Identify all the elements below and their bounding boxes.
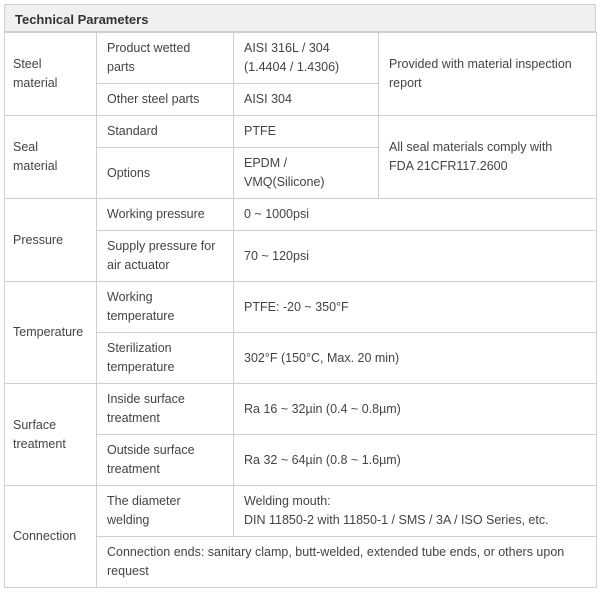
param-label: Sterilization temperature <box>97 333 234 384</box>
param-label: Inside surface treatment <box>97 384 234 435</box>
table-row <box>5 199 597 231</box>
param-value: Ra 16 ~ 32µin (0.4 ~ 0.8µm) <box>234 384 597 435</box>
category-pressure: Pressure <box>5 199 97 282</box>
param-value: AISI 304 <box>234 84 379 116</box>
param-value: PTFE: -20 ~ 350°F <box>234 282 597 333</box>
param-value: Ra 32 ~ 64µin (0.8 ~ 1.6µm) <box>234 435 597 486</box>
table-row <box>5 282 597 333</box>
param-label: Working temperature <box>97 282 234 333</box>
param-value: 0 ~ 1000psi <box>234 199 597 231</box>
param-label: Outside surface treatment <box>97 435 234 486</box>
param-label: Product wetted parts <box>97 33 234 84</box>
param-note: Connection ends: sanitary clamp, butt-welded, extended tube ends, or others upon request <box>97 537 597 588</box>
table-row <box>5 486 597 537</box>
param-label: Supply pressure for air actuator <box>97 231 234 282</box>
category-steel-material: Steel material <box>5 33 97 116</box>
section-title: Technical Parameters <box>15 12 149 27</box>
table-row <box>5 33 597 84</box>
param-label: Options <box>97 148 234 199</box>
param-value: Welding mouth: DIN 11850-2 with 11850-1 / SMS / 3A / ISO Series, etc. <box>234 486 597 537</box>
param-value: 302°F (150°C, Max. 20 min) <box>234 333 597 384</box>
category-temperature: Temperature <box>5 282 97 384</box>
table-row <box>5 116 597 148</box>
param-label: Standard <box>97 116 234 148</box>
technical-parameters-table <box>4 32 597 588</box>
table-row <box>5 384 597 435</box>
param-label: Working pressure <box>97 199 234 231</box>
param-value: EPDM / VMQ(Silicone) <box>234 148 379 199</box>
section-header <box>4 4 596 32</box>
param-note: All seal materials comply with FDA 21CFR117.2600 <box>379 116 597 199</box>
param-value: PTFE <box>234 116 379 148</box>
param-label: Other steel parts <box>97 84 234 116</box>
param-value: 70 ~ 120psi <box>234 231 597 282</box>
param-value: AISI 316L / 304 (1.4404 / 1.4306) <box>234 33 379 84</box>
category-surface-treatment: Surface treatment <box>5 384 97 486</box>
param-label: The diameter welding <box>97 486 234 537</box>
category-seal-material: Seal material <box>5 116 97 199</box>
param-note: Provided with material inspection report <box>379 33 597 116</box>
category-connection: Connection <box>5 486 97 588</box>
